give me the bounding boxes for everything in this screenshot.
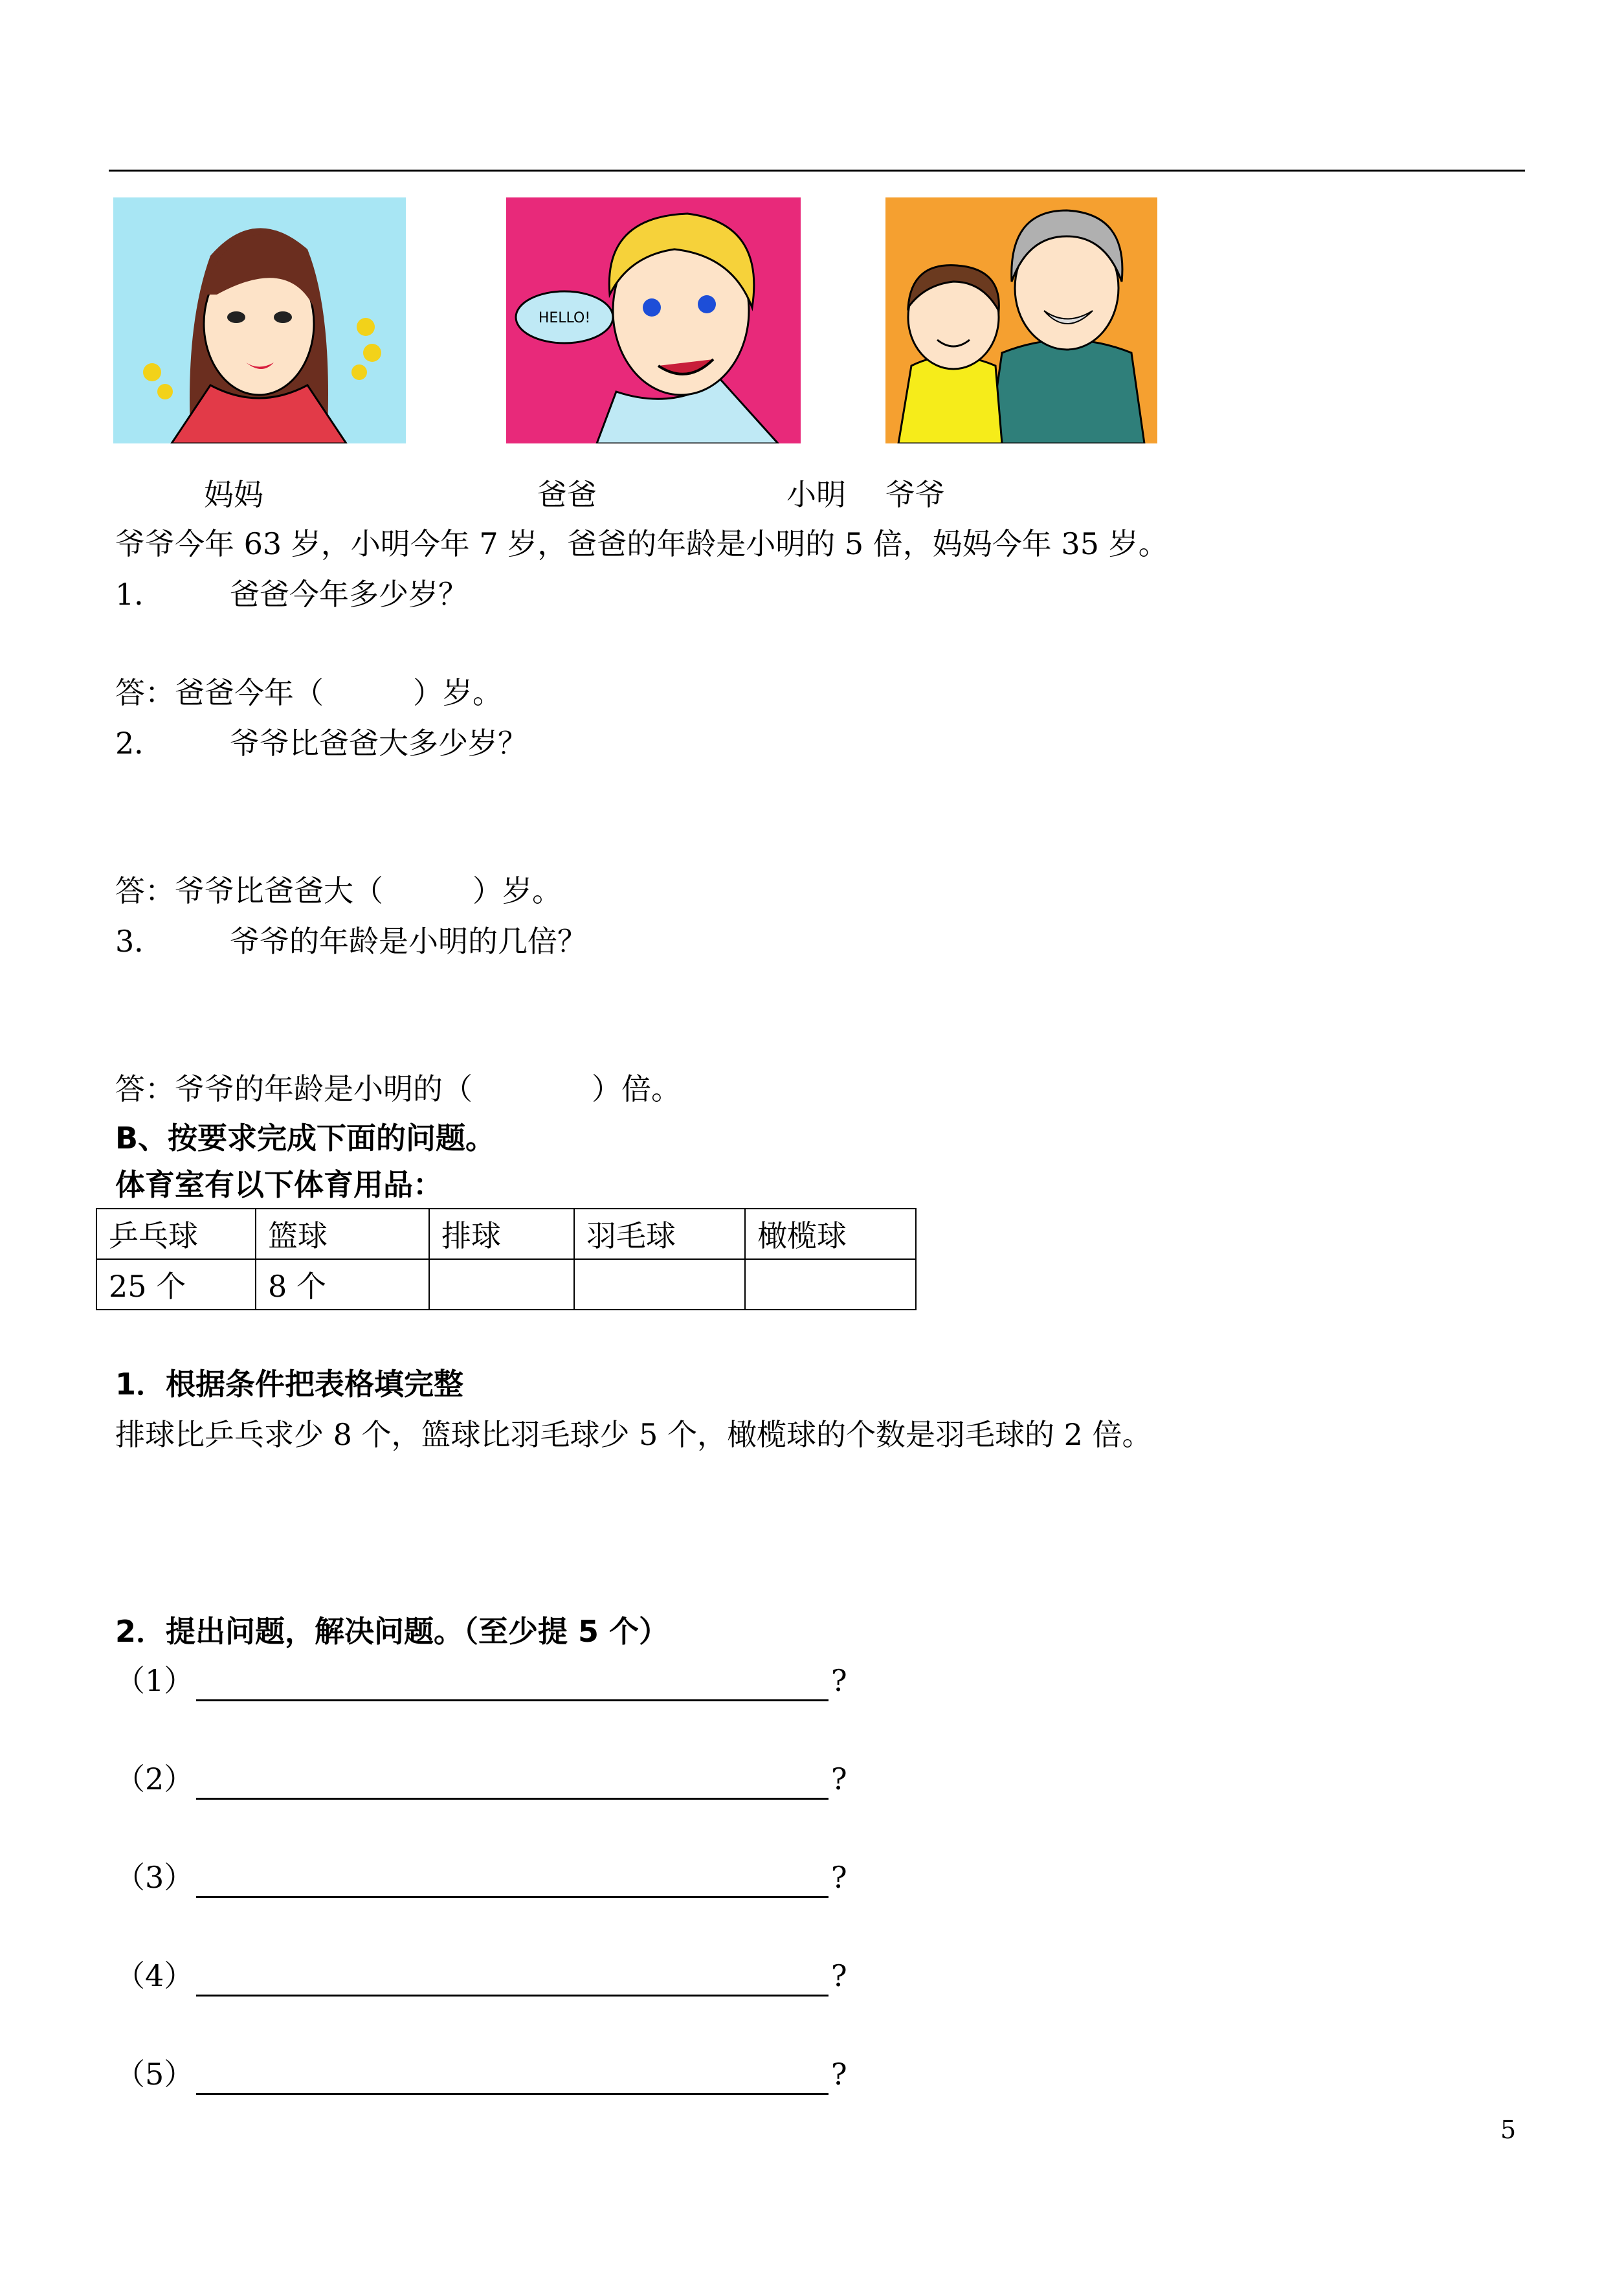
page-number: 5 [1500,2116,1517,2144]
mom-picture [113,197,406,443]
blank-end: ? [831,1762,847,1796]
blank-end: ? [831,1663,847,1698]
blank-label: （3） [115,1860,194,1895]
blank-line[interactable] [196,1699,829,1701]
question-3: 爷爷的年龄是小明的几倍？ [230,924,587,959]
table-header-cell: 橄榄球 [745,1209,916,1259]
blank-line[interactable] [196,1896,829,1898]
blank-line[interactable] [196,1995,829,1997]
blank-line[interactable] [196,1798,829,1800]
blank-label: （2） [115,1762,194,1796]
caption-mom: 妈妈 [204,477,263,512]
blank-end: ? [831,2057,847,2092]
table-header-cell: 乒乓球 [96,1209,256,1259]
blank-end: ? [831,1958,847,1993]
task-2-title: 2．提出问题，解决问题。（至少提 5 个） [115,1614,669,1649]
table-header-row [96,1209,916,1259]
blank-label: （5） [115,2057,194,2092]
question-2-number: 2． [115,726,164,761]
question-2: 爷爷比爸爸大多少岁？ [230,726,528,761]
table-header-cell: 篮球 [256,1209,429,1259]
section-b-title: B、按要求完成下面的问题。 [115,1121,496,1156]
speech-bubble-text: HELLO! [538,310,591,326]
table-cell [429,1259,574,1310]
header-rule [109,170,1525,172]
table-caption: 体育室有以下体育用品： [115,1167,443,1202]
caption-grandpa: 爷爷 [885,477,945,512]
blank-label: （1） [115,1663,194,1698]
task-1-title: 1．根据条件把表格填完整 [115,1367,464,1402]
caption-dad: 爸爸 [537,477,597,512]
answer-1: 答：爸爸今年（ ）岁。 [115,675,502,710]
xiaoming-grandpa-picture [885,197,1157,443]
table-header-cell: 排球 [429,1209,574,1259]
dad-picture [506,197,801,443]
problem-intro: 爷爷今年 63 岁，小明今年 7 岁，爸爸的年龄是小明的 5 倍，妈妈今年 35 岁。 [115,526,1168,561]
table-cell: 8 个 [256,1259,429,1310]
question-1: 爸爸今年多少岁？ [230,577,468,612]
task-1-text: 排球比乒乓求少 8 个，篮球比羽毛球少 5 个，橄榄球的个数是羽毛球的 2 倍。 [115,1417,1152,1452]
table-cell [745,1259,916,1310]
question-1-number: 1． [115,577,164,612]
sports-goods-table [96,1208,917,1310]
answer-2: 答：爷爷比爸爸大（ ）岁。 [115,873,562,908]
blank-end: ? [831,1860,847,1895]
blank-label: （4） [115,1958,194,1993]
table-header-cell: 羽毛球 [574,1209,745,1259]
table-row [96,1259,916,1310]
table-cell [574,1259,745,1310]
blank-line[interactable] [196,2093,829,2095]
table-cell: 25 个 [96,1259,256,1310]
answer-3: 答：爷爷的年龄是小明的（ ）倍。 [115,1071,681,1106]
question-3-number: 3． [115,924,164,959]
caption-xiaoming: 小明 [786,477,846,512]
